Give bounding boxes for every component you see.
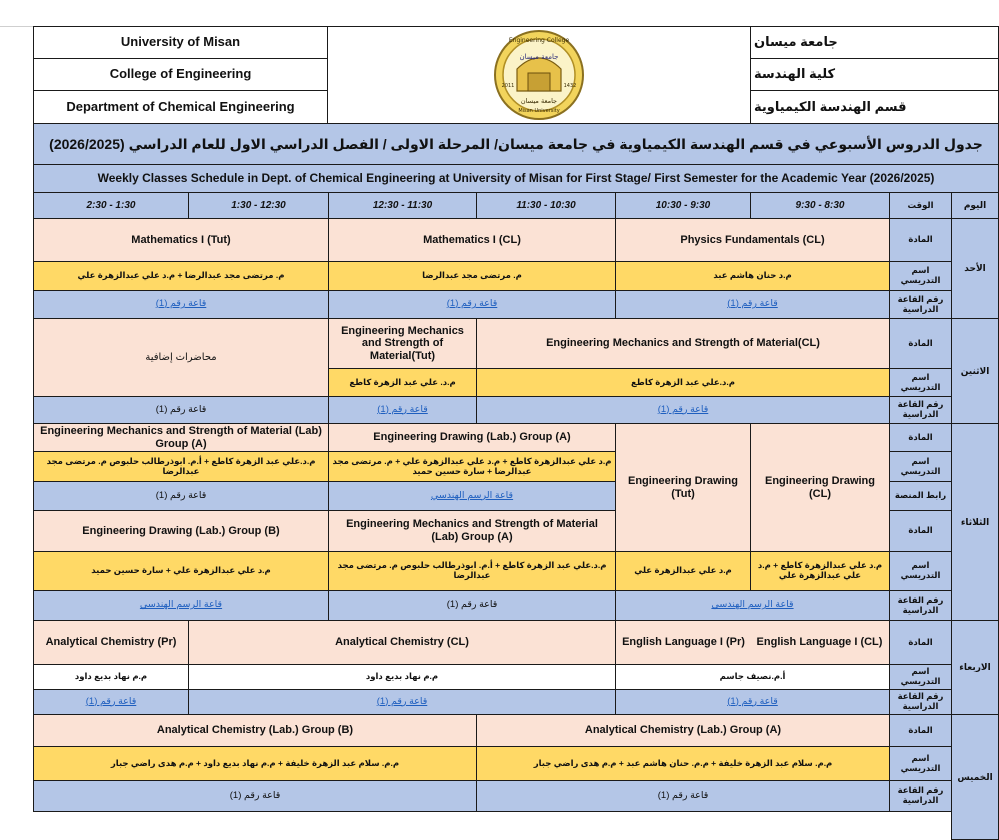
time-slot-6: 2:30 - 1:30: [33, 192, 189, 219]
room-link[interactable]: قاعة رقم (1): [657, 403, 709, 415]
label-room: رقم القاعة الدراسية: [889, 396, 952, 424]
label-instructor: اسم التدريسي: [889, 451, 952, 482]
time-slot-5: 1:30 - 12:30: [188, 192, 329, 219]
subject-drawing-tut: Engineering Drawing (Tut): [615, 423, 751, 552]
label-subject: المادة: [889, 218, 952, 262]
label-room: رقم القاعة الدراسية: [889, 590, 952, 621]
room-link[interactable]: قاعة رقم (1): [85, 695, 137, 707]
subject-mechanics-lab-a-2: Engineering Mechanics and Strength of Material (Lab) Group (A): [328, 510, 616, 552]
instructor-chemistry-cl: م.م نهاد بديع داود: [188, 664, 616, 690]
label-instructor: اسم التدريسي: [889, 368, 952, 397]
room-extra: قاعة رقم (1): [33, 396, 329, 424]
label-room: رقم القاعة الدراسية: [889, 290, 952, 319]
schedule-title-ar: جدول الدروس الأسبوعي في قسم الهندسة الكيمياوية في جامعة ميسان/ المرحلة الاولى / الفصل الدراسي الاول للعام الدراسي (2026/2025): [33, 123, 999, 165]
label-subject: المادة: [889, 423, 952, 452]
instructor-math-tut: م. مرتضى مجد عبدالرضا + م.د علي عبدالزهرة علي: [33, 261, 329, 291]
label-room: رقم القاعة الدراسية: [889, 689, 952, 715]
subject-mathematics-tut: Mathematics I (Tut): [33, 218, 329, 262]
svg-text:2011: 2011: [501, 83, 515, 89]
room-mechanics-tut: [328, 396, 477, 424]
label-subject: المادة: [889, 318, 952, 369]
label-subject: المادة: [889, 714, 952, 747]
instructor-drawing-cl: م.د علي عبدالزهرة كاطع + م.د علي عبدالزهرة علي: [750, 551, 890, 591]
platform-drawing-lab-a: [328, 481, 616, 511]
room-link[interactable]: قاعة رقم (1): [727, 298, 778, 310]
subject-english-pr: English Language I (Pr): [615, 620, 751, 665]
instructor-drawing-lab-a: م.د علي عبدالزهرة كاطع + م.د علي عبدالزهرة علي + م. مرتضى مجد عبدالرضا + سارة حسين حميد: [328, 451, 616, 482]
instructor-drawing-lab-b: م.د علي عبدالزهرة علي + سارة حسين حميد: [33, 551, 329, 591]
label-instructor: اسم التدريسي: [889, 664, 952, 690]
time-slot-4: 12:30 - 11:30: [328, 192, 477, 219]
instructor-mechanics-tut: م.د. علي عبد الزهرة كاطع: [328, 368, 477, 397]
room-chemistry-lab-b: قاعة رقم (1): [33, 780, 477, 812]
room-drawing-lab-b: [33, 590, 329, 621]
room-mechanics-cl: [476, 396, 890, 424]
day-sunday: الأحد: [951, 218, 999, 319]
day-thursday: الخميس: [951, 714, 999, 840]
instructor-chemistry-lab-a: م.م. سلام عبد الزهرة خليفة + م.م. حنان هاشم عبد + م.م هدى راضي جبار: [476, 746, 890, 781]
subject-drawing-lab-a: Engineering Drawing (Lab.) Group (A): [328, 423, 616, 452]
subject-drawing-cl: Engineering Drawing (CL): [750, 423, 890, 552]
svg-text:Misan University: Misan University: [518, 108, 560, 114]
room-mechanics-lab-a-2: قاعة رقم (1): [328, 590, 616, 621]
instructor-mechanics-lab-a: م.د.علي عبد الزهرة كاطع + أ.م. ابوذرطالب حلبوص م. مرتضى مجد عبدالرضا: [33, 451, 329, 482]
subject-mechanics-cl: Engineering Mechanics and Strength of Material(CL): [476, 318, 890, 369]
instructor-mechanics-cl: م.د.علي عبد الزهرة كاطع: [476, 368, 890, 397]
room-link[interactable]: قاعة الرسم الهندسي: [711, 599, 794, 611]
svg-text:جامعة ميسان: جامعة ميسان: [519, 53, 559, 61]
subject-mechanics-lab-a: Engineering Mechanics and Strength of Material (Lab) Group (A): [33, 423, 329, 452]
college-seal-icon: [484, 29, 594, 121]
top-strip: [0, 0, 999, 28]
schedule-title-en: Weekly Classes Schedule in Dept. of Chemical Engineering at University of Misan for First Stage/ First Semester for the Academic Year (2026/2025): [33, 164, 999, 193]
time-slot-2: 10:30 - 9:30: [615, 192, 751, 219]
label-instructor: اسم التدريسي: [889, 551, 952, 591]
instructor-drawing-tut: م.د علي عبدالزهرة علي: [615, 551, 751, 591]
subject-mechanics-tut: Engineering Mechanics and Strength of Material(Tut): [328, 318, 477, 369]
instructor-chemistry-pr: م.م نهاد بديع داود: [33, 664, 189, 690]
room-link[interactable]: قاعة رقم (1): [377, 403, 428, 415]
room-link[interactable]: قاعة رقم (1): [446, 298, 498, 310]
university-en: University of Misan: [33, 26, 328, 59]
room-chemistry-pr: [33, 689, 189, 715]
day-monday: الاثنين: [951, 318, 999, 424]
label-room: رقم القاعة الدراسية: [889, 780, 952, 812]
day-wednesday: الاربعاء: [951, 620, 999, 715]
time-slot-3: 11:30 - 10:30: [476, 192, 616, 219]
subject-mathematics-cl: Mathematics I (CL): [328, 218, 616, 262]
university-logo: [327, 26, 751, 124]
subject-chemistry-cl: Analytical Chemistry (CL): [188, 620, 616, 665]
instructor-chemistry-lab-b: م.م. سلام عبد الزهرة خليفة + م.م نهاد بديع داود + م.م هدى راضي جبار: [33, 746, 477, 781]
subject-chemistry-pr: Analytical Chemistry (Pr): [33, 620, 189, 665]
room-link[interactable]: قاعة رقم (1): [155, 298, 207, 310]
instructor-physics: م.د حنان هاشم عبد: [615, 261, 890, 291]
department-ar: قسم الهندسة الكيمياوية: [750, 90, 999, 124]
room-physics: [615, 290, 890, 319]
subject-physics-fundamentals: Physics Fundamentals (CL): [615, 218, 890, 262]
subject-chemistry-lab-a: Analytical Chemistry (Lab.) Group (A): [476, 714, 890, 747]
room-math-cl: [328, 290, 616, 319]
instructor-english: أ.م.نصيف جاسم: [615, 664, 890, 690]
room-link[interactable]: قاعة الرسم الهندسي: [430, 489, 514, 501]
room-link[interactable]: قاعة رقم (1): [727, 695, 778, 707]
svg-text:جامعة ميسان: جامعة ميسان: [520, 97, 558, 105]
room-chemistry-cl: [188, 689, 616, 715]
extra-lectures: محاضرات إضافية: [33, 318, 329, 397]
label-instructor: اسم التدريسي: [889, 261, 952, 291]
college-en: College of Engineering: [33, 58, 328, 91]
university-ar: جامعة ميسان: [750, 26, 999, 59]
instructor-math-cl: م. مرتضى مجد عبدالرضا: [328, 261, 616, 291]
svg-text:1432: 1432: [563, 83, 577, 89]
label-subject: المادة: [889, 620, 952, 665]
subject-chemistry-lab-b: Analytical Chemistry (Lab.) Group (B): [33, 714, 477, 747]
day-tuesday: الثلاثاء: [951, 423, 999, 621]
label-platform: رابط المنصة: [889, 481, 952, 511]
subject-english-cl: English Language I (CL): [750, 620, 890, 665]
instructor-mechanics-lab-a-2: م.د.علي عبد الزهرة كاطع + أ.م. ابوذرطالب حلبوص م. مرتضى مجد عبدالرضا: [328, 551, 616, 591]
room-drawing: [615, 590, 890, 621]
college-ar: كلية الهندسة: [750, 58, 999, 91]
time-header: الوقت: [889, 192, 952, 219]
room-link[interactable]: قاعة الرسم الهندسي: [139, 599, 223, 611]
platform-mechanics-lab-a: قاعة رقم (1): [33, 481, 329, 511]
label-subject: المادة: [889, 510, 952, 552]
time-slot-1: 9:30 - 8:30: [750, 192, 890, 219]
label-instructor: اسم التدريسي: [889, 746, 952, 781]
svg-text:Engineering College: Engineering College: [508, 37, 570, 44]
room-link[interactable]: قاعة رقم (1): [376, 695, 428, 707]
subject-drawing-lab-b: Engineering Drawing (Lab.) Group (B): [33, 510, 329, 552]
room-chemistry-lab-a: قاعة رقم (1): [476, 780, 890, 812]
room-math-tut: [33, 290, 329, 319]
department-en: Department of Chemical Engineering: [33, 90, 328, 124]
room-english: [615, 689, 890, 715]
day-header: اليوم: [951, 192, 999, 219]
